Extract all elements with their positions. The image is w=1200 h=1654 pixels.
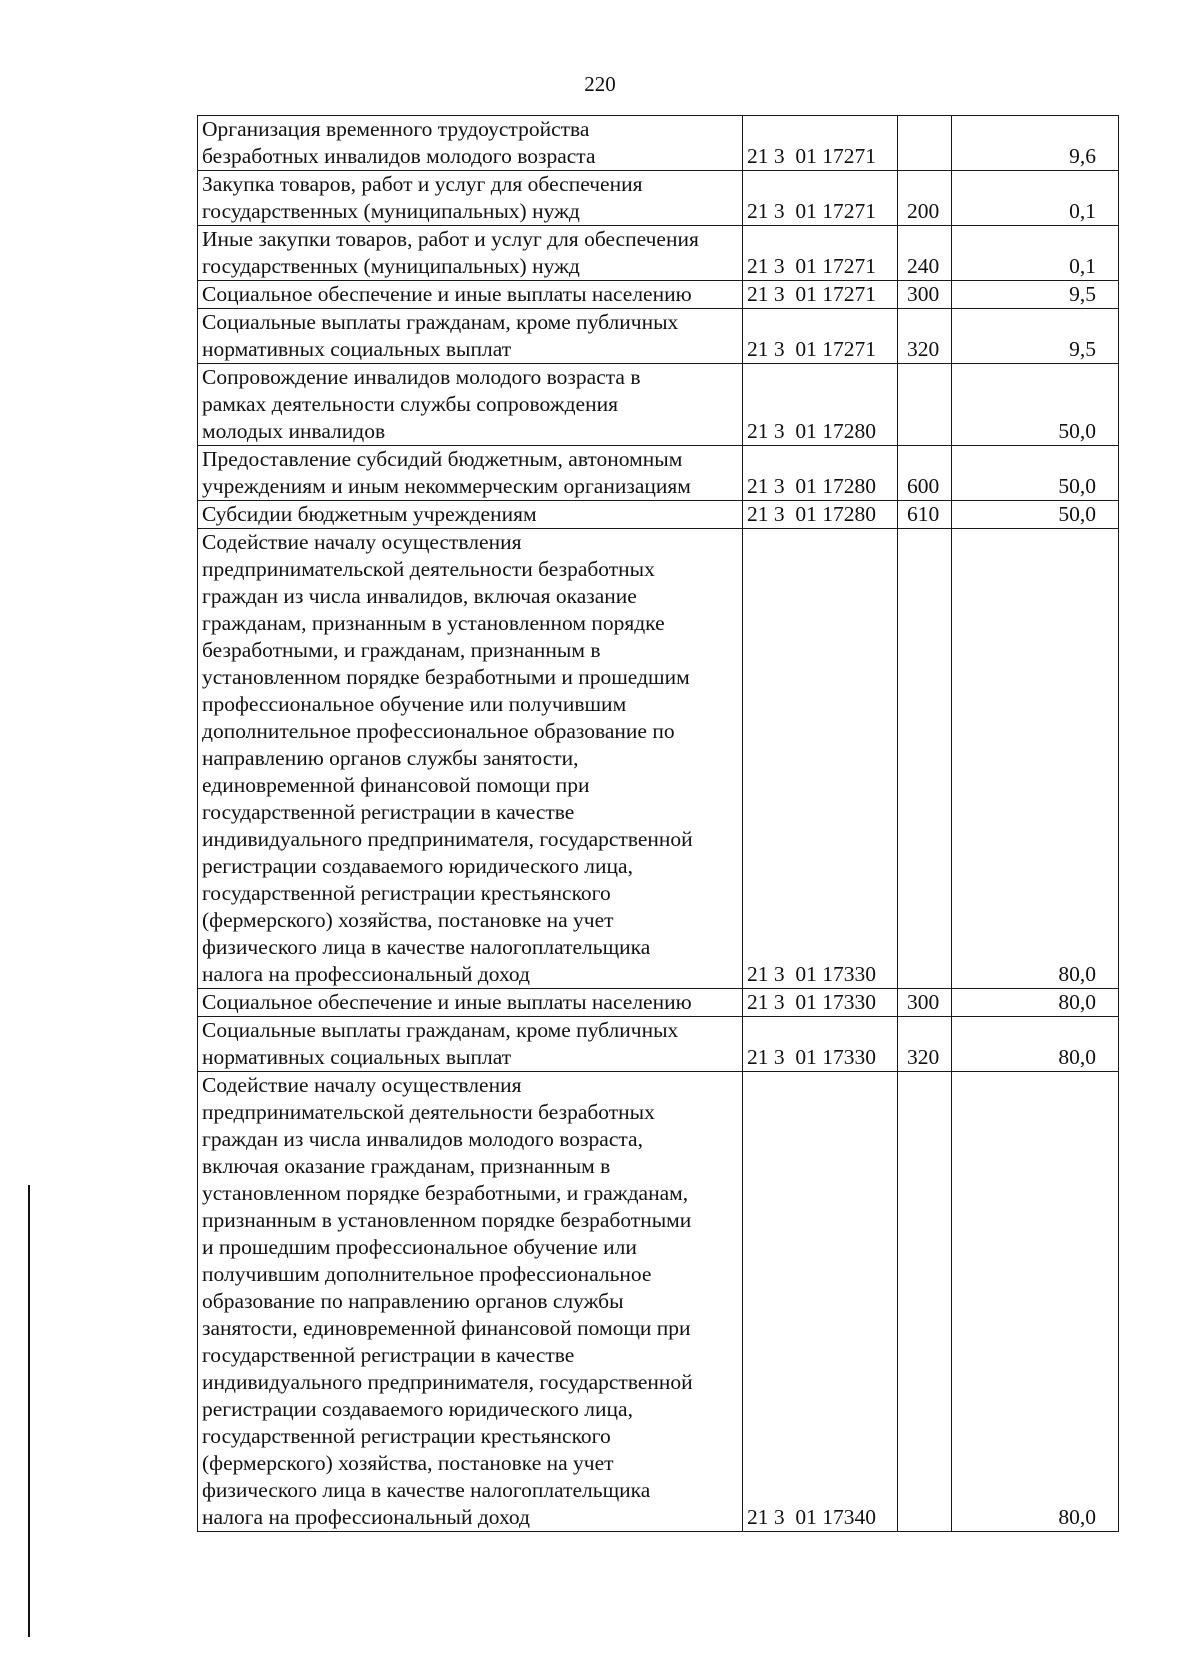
row-target-code: 21 3 01 17280	[743, 364, 898, 446]
row-expense-type: 300	[898, 989, 952, 1017]
row-description: Субсидии бюджетным учреждениям	[198, 501, 743, 529]
table-row	[198, 226, 1119, 281]
table-row	[198, 529, 1119, 989]
row-expense-type	[898, 364, 952, 446]
row-amount: 0,1	[952, 171, 1119, 226]
row-amount: 80,0	[952, 1017, 1119, 1072]
row-target-code: 21 3 01 17340	[743, 1072, 898, 1532]
row-expense-type	[898, 1072, 952, 1532]
row-amount: 9,6	[952, 116, 1119, 171]
row-expense-type	[898, 116, 952, 171]
row-description: Закупка товаров, работ и услуг для обеспечения государственных (муниципальных) нужд	[198, 171, 743, 226]
table-row	[198, 1072, 1119, 1532]
row-expense-type: 600	[898, 446, 952, 501]
row-description: Содействие началу осуществления предпринимательской деятельности безработных граждан из числа инвалидов, включая оказание гражданам, признанным в установленном порядке безработными, и гражданам, признанным в установленном порядке безработными и прошедшим профессиональное обучение или получившим дополнительное профессиональное образование по направлению органов службы занятости, единовременной финансовой помощи при государственной регистрации в качестве индивидуального предпринимателя, государственной регистрации создаваемого юридического лица, государственной регистрации крестьянского (фермерского) хозяйства, постановке на учет физического лица в качестве налогоплательщика налога на профессиональный доход	[198, 529, 743, 989]
table-row	[198, 446, 1119, 501]
row-target-code: 21 3 01 17271	[743, 116, 898, 171]
row-expense-type: 300	[898, 281, 952, 309]
row-target-code: 21 3 01 17330	[743, 989, 898, 1017]
row-target-code: 21 3 01 17280	[743, 446, 898, 501]
row-expense-type: 320	[898, 1017, 952, 1072]
row-amount: 50,0	[952, 446, 1119, 501]
row-expense-type: 320	[898, 309, 952, 364]
row-description: Иные закупки товаров, работ и услуг для обеспечения государственных (муниципальных) нужд	[198, 226, 743, 281]
budget-table	[197, 115, 1119, 1532]
scan-margin-line	[28, 1185, 30, 1637]
row-target-code: 21 3 01 17330	[743, 1017, 898, 1072]
row-description: Социальные выплаты гражданам, кроме публичных нормативных социальных выплат	[198, 1017, 743, 1072]
row-amount: 9,5	[952, 281, 1119, 309]
row-target-code: 21 3 01 17271	[743, 281, 898, 309]
row-amount: 80,0	[952, 529, 1119, 989]
row-expense-type: 240	[898, 226, 952, 281]
row-target-code: 21 3 01 17271	[743, 226, 898, 281]
row-description: Социальное обеспечение и иные выплаты населению	[198, 281, 743, 309]
table-row	[198, 1017, 1119, 1072]
row-description: Сопровождение инвалидов молодого возраста в рамках деятельности службы сопровождения молодых инвалидов	[198, 364, 743, 446]
table-row	[198, 501, 1119, 529]
row-expense-type	[898, 529, 952, 989]
row-target-code: 21 3 01 17271	[743, 309, 898, 364]
row-description: Предоставление субсидий бюджетным, автономным учреждениям и иным некоммерческим организациям	[198, 446, 743, 501]
row-expense-type: 200	[898, 171, 952, 226]
row-amount: 80,0	[952, 989, 1119, 1017]
table-row	[198, 309, 1119, 364]
row-description: Организация временного трудоустройства безработных инвалидов молодого возраста	[198, 116, 743, 171]
row-description: Социальное обеспечение и иные выплаты населению	[198, 989, 743, 1017]
row-amount: 9,5	[952, 309, 1119, 364]
row-amount: 50,0	[952, 364, 1119, 446]
row-expense-type: 610	[898, 501, 952, 529]
row-description: Содействие началу осуществления предпринимательской деятельности безработных граждан из числа инвалидов молодого возраста, включая оказание гражданам, признанным в установленном порядке безработными, и гражданам, признанным в установленном порядке безработными и прошедшим профессиональное обучение или получившим дополнительное профессиональное образование по направлению органов службы занятости, единовременной финансовой помощи при государственной регистрации в качестве индивидуального предпринимателя, государственной регистрации создаваемого юридического лица, государственной регистрации крестьянского (фермерского) хозяйства, постановке на учет физического лица в качестве налогоплательщика налога на профессиональный доход	[198, 1072, 743, 1532]
row-target-code: 21 3 01 17271	[743, 171, 898, 226]
row-amount: 50,0	[952, 501, 1119, 529]
row-target-code: 21 3 01 17330	[743, 529, 898, 989]
row-target-code: 21 3 01 17280	[743, 501, 898, 529]
table-row	[198, 989, 1119, 1017]
row-amount: 80,0	[952, 1072, 1119, 1532]
row-description: Социальные выплаты гражданам, кроме публичных нормативных социальных выплат	[198, 309, 743, 364]
table-row	[198, 171, 1119, 226]
table-row	[198, 116, 1119, 171]
row-amount: 0,1	[952, 226, 1119, 281]
page-number: 220	[584, 72, 616, 96]
table-row	[198, 364, 1119, 446]
table-row	[198, 281, 1119, 309]
